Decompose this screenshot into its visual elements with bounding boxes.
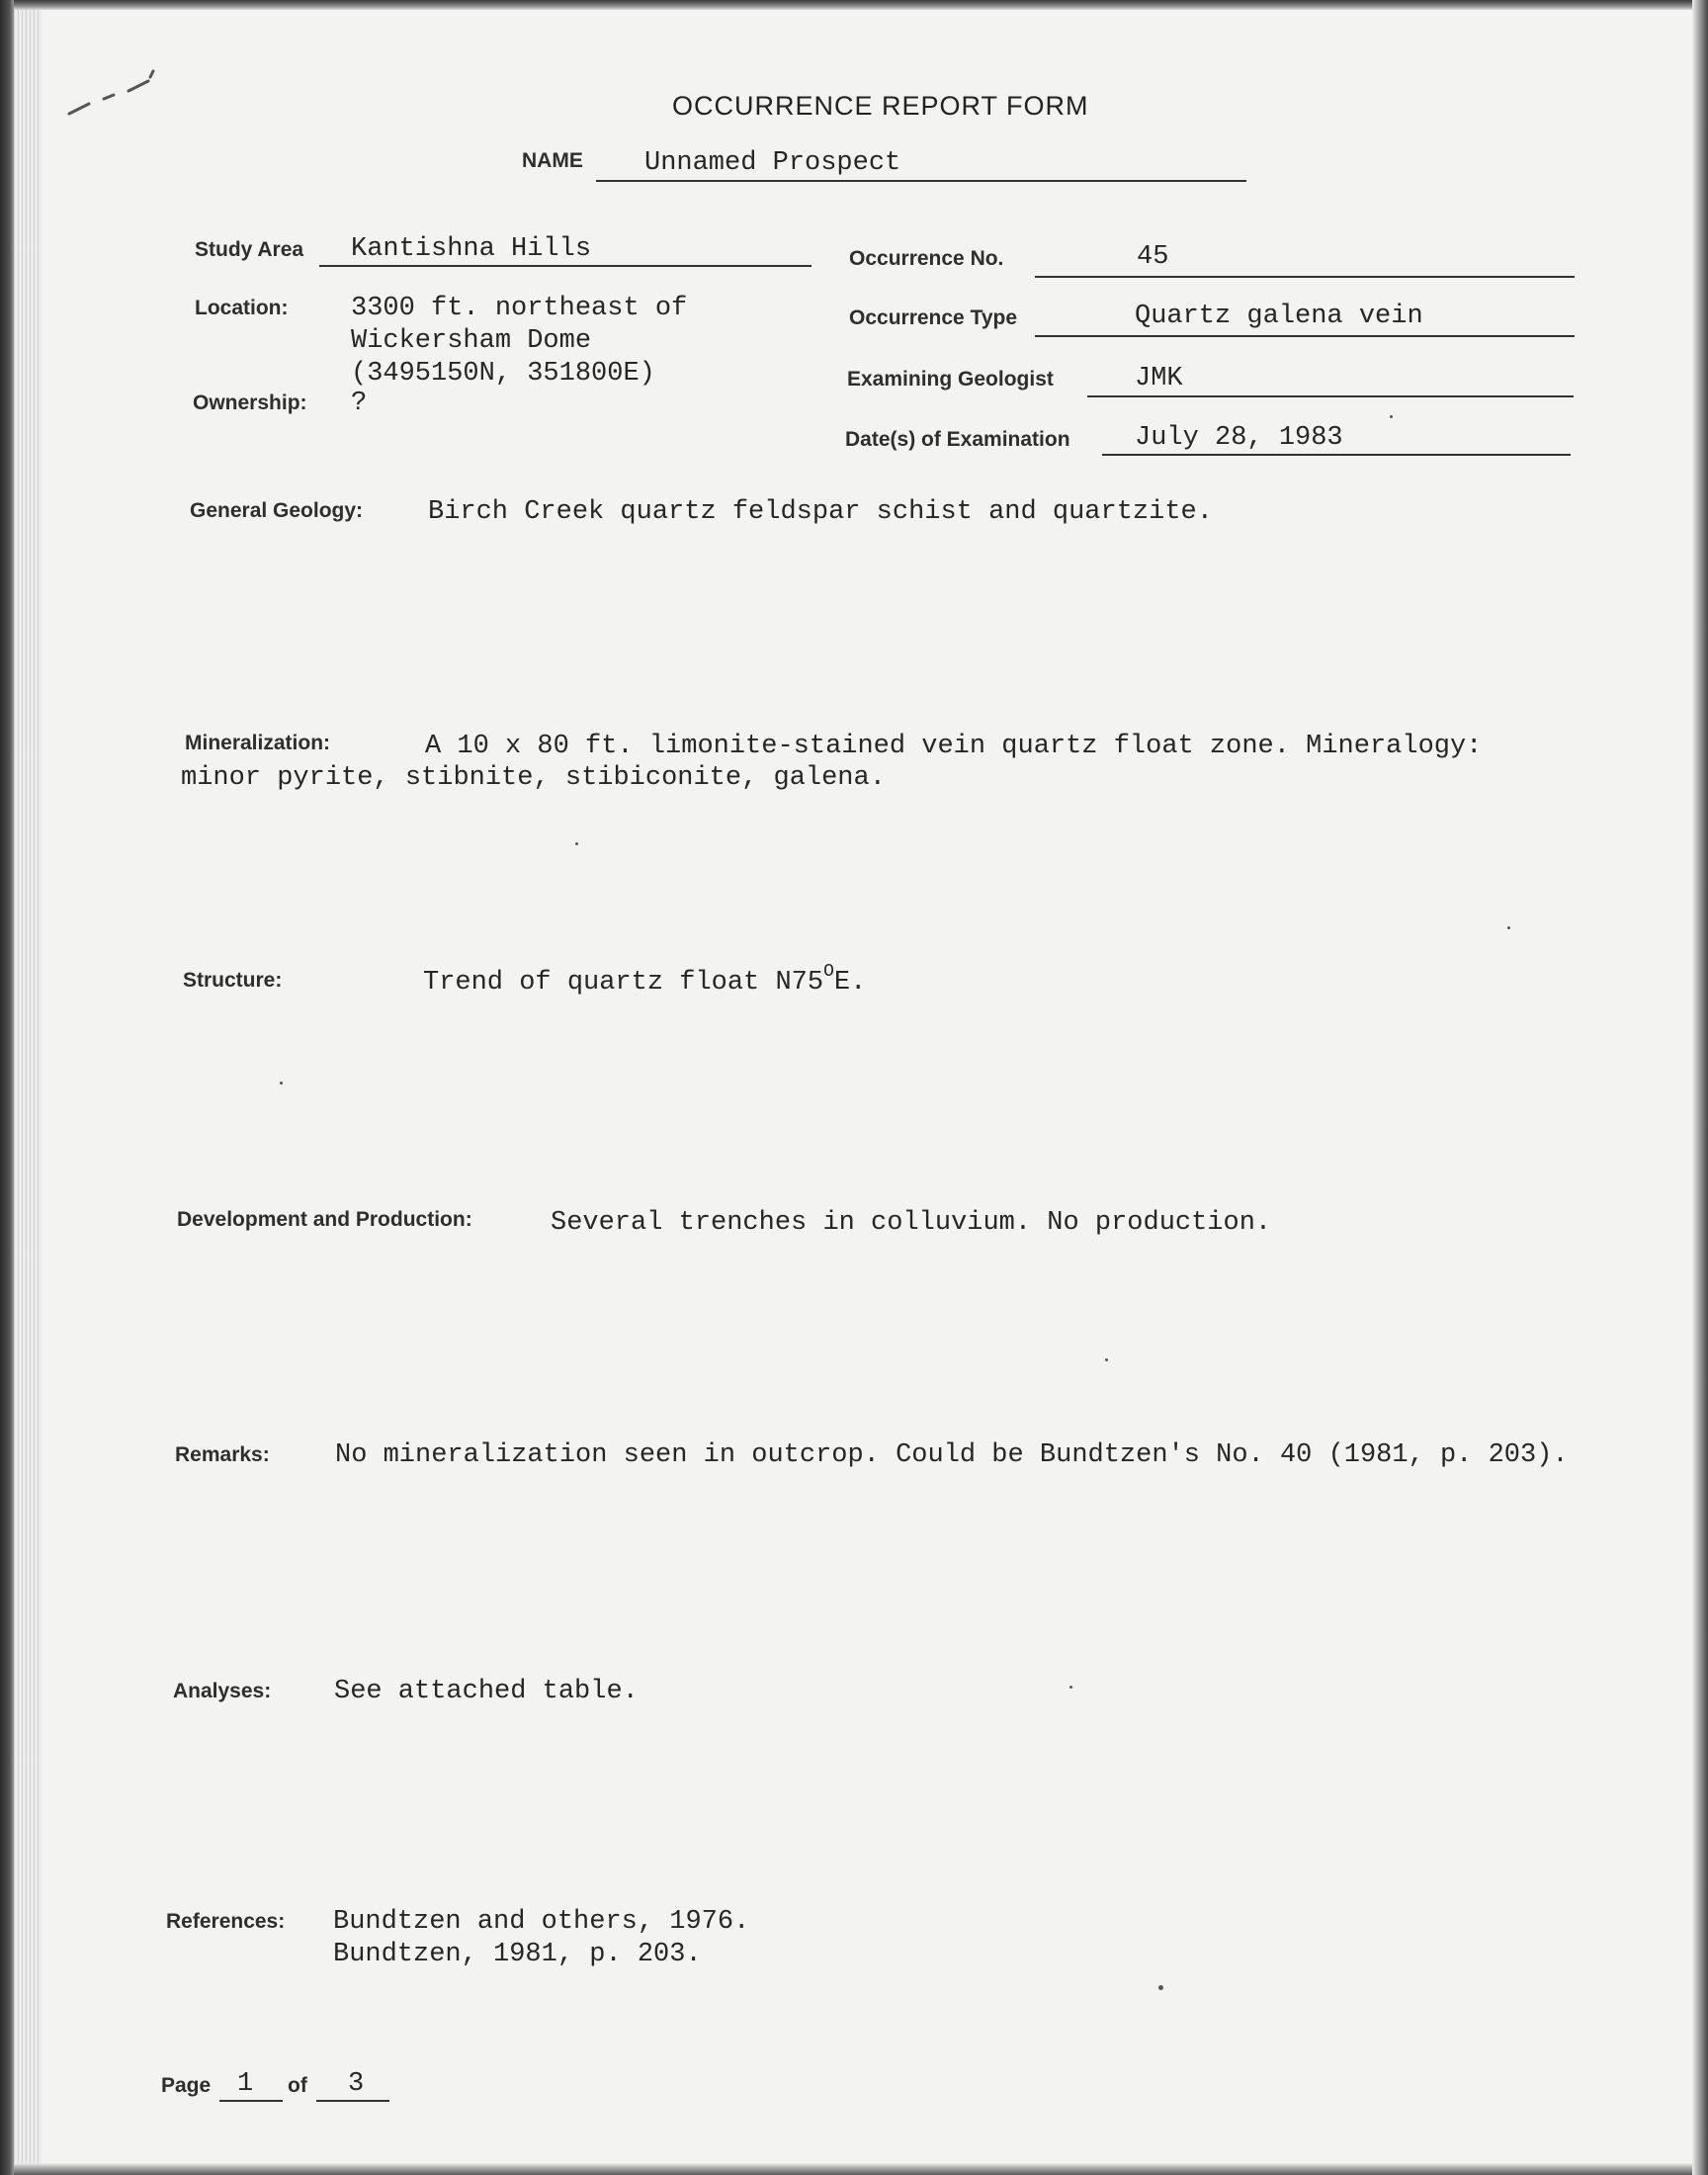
mineralization-line-1: A 10 x 80 ft. limonite-stained vein quartz float zone. Mineralogy: <box>425 732 1483 761</box>
page-stack-edge <box>14 10 42 2170</box>
name-underline <box>596 180 1246 182</box>
scan-speck <box>1158 1985 1163 1990</box>
structure-text <box>423 962 867 998</box>
ownership-value: ? <box>351 389 368 418</box>
scan-speck <box>1390 415 1393 418</box>
development-production-label: Development and Production: <box>177 1208 472 1231</box>
top-scan-edge <box>14 0 1708 10</box>
scan-speck <box>1507 926 1510 929</box>
structure-text-main: Trend of quartz float N75 <box>423 968 824 998</box>
structure-label: Structure: <box>183 969 283 992</box>
occurrence-type-label: Occurrence Type <box>849 306 1018 329</box>
degree-superscript: O <box>823 962 834 982</box>
development-production-text: Several trenches in colluvium. No production. <box>551 1208 1272 1238</box>
mineralization-line-2: minor pyrite, stibnite, stibiconite, galena. <box>181 763 886 793</box>
remarks-label: Remarks: <box>175 1443 270 1466</box>
occurrence-no-underline <box>1035 276 1575 278</box>
remarks-text: No mineralization seen in outcrop. Could be Bundtzen's No. 40 (1981, p. 203). <box>335 1440 1569 1470</box>
stray-pen-mark <box>59 59 158 129</box>
page-total: 3 <box>348 2069 365 2099</box>
general-geology-text: Birch Creek quartz feldspar schist and quartzite. <box>428 497 1213 527</box>
references-label: References: <box>166 1910 286 1933</box>
occurrence-no-value: 45 <box>1137 242 1169 272</box>
name-label: NAME <box>522 149 583 172</box>
location-line-2: Wickersham Dome <box>351 326 592 356</box>
page-number: 1 <box>237 2069 254 2099</box>
study-area-value: Kantishna Hills <box>351 234 592 264</box>
scan-speck <box>575 842 578 845</box>
name-value: Unnamed Prospect <box>644 148 901 178</box>
location-label: Location: <box>195 297 289 319</box>
page-number-underline <box>219 2100 283 2102</box>
structure-text-end: E. <box>833 968 867 998</box>
scan-speck <box>1069 1686 1072 1689</box>
study-area-label: Study Area <box>195 238 304 261</box>
examination-dates-underline <box>1102 454 1571 456</box>
examination-dates-label: Date(s) of Examination <box>845 428 1070 451</box>
examination-dates-value: July 28, 1983 <box>1135 423 1343 453</box>
occurrence-no-label: Occurrence No. <box>849 247 1004 270</box>
study-area-underline <box>319 265 811 267</box>
examining-geologist-value: JMK <box>1135 364 1183 393</box>
page-label: Page <box>161 2074 212 2097</box>
examining-geologist-underline <box>1087 395 1574 397</box>
examining-geologist-label: Examining Geologist <box>847 368 1054 391</box>
general-geology-label: General Geology: <box>190 499 364 522</box>
occurrence-type-underline <box>1035 335 1575 337</box>
form-title: OCCURRENCE REPORT FORM <box>672 91 1089 121</box>
analyses-text: See attached table. <box>334 1677 639 1706</box>
page-total-underline <box>316 2100 389 2102</box>
mineralization-label: Mineralization: <box>185 732 331 754</box>
bottom-scan-edge <box>14 2163 1708 2175</box>
right-scan-edge <box>1692 0 1708 2175</box>
binding-edge <box>0 0 14 2175</box>
reference-1: Bundtzen and others, 1976. <box>333 1907 750 1937</box>
location-line-1: 3300 ft. northeast of <box>351 294 688 323</box>
location-line-3: (3495150N, 351800E) <box>351 359 655 389</box>
reference-2: Bundtzen, 1981, p. 203. <box>333 1940 702 1969</box>
analyses-label: Analyses: <box>173 1680 272 1702</box>
ownership-label: Ownership: <box>193 392 307 414</box>
page-of-label: of <box>288 2074 307 2097</box>
scan-speck <box>280 1082 283 1085</box>
occurrence-type-value: Quartz galena vein <box>1135 302 1423 331</box>
scan-speck <box>1105 1358 1108 1361</box>
